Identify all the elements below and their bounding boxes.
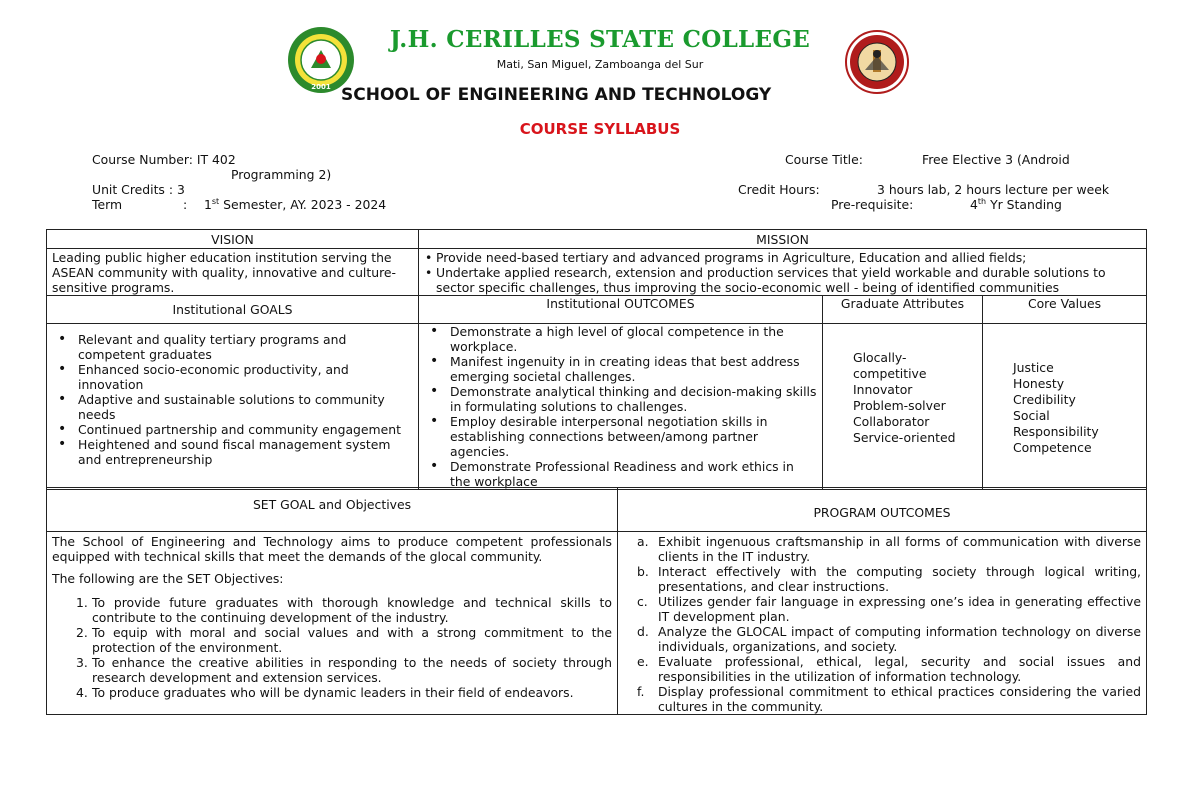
objective-text: To provide future graduates with thorough knowledge and technical skills to contribute to the continuing development of the industry. (92, 595, 612, 625)
core-value-item: Honesty (1013, 376, 1065, 391)
outcome-text: Display professional commitment to ethical practices considering the varied cultures in the community. (658, 684, 1141, 714)
prerequisite-label: Pre-requisite: (831, 197, 914, 212)
program-outcome-item (623, 564, 1141, 594)
set-objective-item (52, 655, 612, 685)
credit-hours-value: 3 hours lab, 2 hours lecture per week (877, 182, 1110, 197)
unit-credits-value: 3 (176, 182, 185, 197)
outcome-text: Analyze the GLOCAL impact of computing information technology on diverse individuals, organizations, and society. (658, 624, 1141, 654)
mission-item: • Provide need-based tertiary and advanced programs in Agriculture, Education and allied fields; (424, 250, 1141, 265)
program-outcomes-header: PROGRAM OUTCOMES (618, 488, 1147, 532)
core-value-item: Responsibility (1013, 424, 1099, 439)
goal-item: • Heightened and sound fiscal management system and entrepreneurship (52, 437, 413, 467)
course-number-row (92, 152, 236, 167)
program-outcome-item (623, 624, 1141, 654)
outcome-letter: c. (637, 594, 648, 609)
outcome-text: Evaluate professional, ethical, legal, security and social issues and responsibilities in the utilization of information technology. (658, 654, 1141, 684)
core-value-item: Credibility (1013, 392, 1076, 407)
outcome-text: Utilizes gender fair language in expressing one’s idea in generating effective IT development plan. (658, 594, 1141, 624)
objective-number: 4. (76, 685, 88, 700)
outcome-text: Exhibit ingenuous craftsmanship in all forms of communication with diverse clients in the IT industry. (658, 534, 1141, 564)
vision-text: Leading public higher education institution serving the ASEAN community with quality, innovative and culture-sensitive programs. (47, 249, 419, 296)
unit-credits-row (92, 182, 185, 197)
attribute-item: Collaborator (853, 414, 930, 429)
outcome-item: • Employ desirable interpersonal negotiation skills in establishing connections between/among partner agencies. (424, 414, 817, 459)
set-objectives-table (46, 487, 1147, 715)
syllabus-title: COURSE SYLLABUS (519, 120, 681, 138)
credit-hours-label: Credit Hours: (738, 182, 820, 197)
program-outcome-item (623, 684, 1141, 714)
set-objectives-list (52, 595, 612, 700)
graduate-attributes-header: Graduate Attributes (823, 296, 983, 324)
course-title-label: Course Title: (785, 152, 863, 167)
outcome-item: • Manifest ingenuity in in creating ideas that best address emerging societal challenges. (424, 354, 817, 384)
course-title-value: Free Elective 3 (Android (922, 152, 1070, 167)
outcome-item: • Demonstrate a high level of glocal competence in the workplace. (424, 324, 817, 354)
term-suffix: st (211, 197, 220, 206)
term-colon: : (183, 197, 188, 212)
attribute-item: Problem-solver (853, 398, 946, 413)
prereq-rest: Yr Standing (990, 197, 1062, 213)
attribute-item: Glocally- (853, 350, 907, 365)
mission-header: MISSION (419, 230, 1147, 249)
core-value-item: Competence (1013, 440, 1092, 455)
program-outcome-item (623, 534, 1141, 564)
set-objectives-cell (47, 532, 618, 715)
goals-cell (47, 324, 419, 490)
mission-item: • Undertake applied research, extension and production services that yield workable and durable solutions to sector specific challenges, thus improving the socio-economic well - being of identified communities (424, 265, 1141, 295)
attribute-item: Innovator (853, 382, 913, 397)
outcome-letter: e. (637, 654, 649, 669)
outcome-letter: a. (637, 534, 649, 549)
program-outcomes-list (623, 534, 1141, 714)
prereq-number: 4 (970, 197, 978, 213)
goal-item: • Enhanced socio-economic productivity, and innovation (52, 362, 413, 392)
program-outcomes-cell (618, 532, 1147, 715)
set-objective-item (52, 625, 612, 655)
program-outcome-item (623, 654, 1141, 684)
prereq-suffix: th (977, 197, 987, 206)
school-name: SCHOOL OF ENGINEERING AND TECHNOLOGY (341, 85, 772, 105)
outcome-text: Interact effectively with the computing society through logical writing, presentations, and clear instructions. (658, 564, 1141, 594)
set-objectives-intro: The following are the SET Objectives: (52, 571, 284, 586)
term-label: Term (92, 197, 123, 212)
goal-item: • Adaptive and sustainable solutions to community needs (52, 392, 413, 422)
set-objective-item (52, 595, 612, 625)
objective-number: 2. (76, 625, 88, 640)
attribute-item: Service-oriented (853, 430, 956, 445)
attributes-cell (823, 324, 983, 490)
core-value-item: Justice (1013, 360, 1054, 375)
vision-header: VISION (47, 230, 419, 249)
college-name: J.H. CERILLES STATE COLLEGE (389, 26, 811, 53)
set-goal-header: SET GOAL and Objectives (47, 488, 618, 532)
core-values-cell (983, 324, 1147, 490)
institutional-goals-header: Institutional GOALS (47, 296, 419, 324)
core-value-item: Social (1013, 408, 1050, 423)
term-rest: Semester, AY. 2023 - 2024 (223, 197, 387, 213)
unit-credits-label: Unit Credits : (92, 182, 173, 197)
left-seal-year: 2001 (311, 83, 331, 91)
outcomes-cell (419, 324, 823, 490)
set-intro: The School of Engineering and Technology aims to produce competent professionals equipped with technical skills that meet the demands of the glocal community. (52, 534, 612, 564)
mission-cell (419, 249, 1147, 296)
outcome-letter: d. (637, 624, 649, 639)
objective-text: To produce graduates who will be dynamic leaders in their field of endeavors. (92, 685, 574, 700)
program-outcome-item (623, 594, 1141, 624)
institutional-outcomes-header: Institutional OUTCOMES (419, 296, 823, 324)
core-values-header: Core Values (983, 296, 1147, 324)
course-number-label: Course Number: (92, 152, 193, 167)
vision-mission-table (46, 229, 1147, 490)
outcome-item: • Demonstrate Professional Readiness and work ethics in the workplace (424, 459, 817, 489)
college-address: Mati, San Miguel, Zamboanga del Sur (496, 58, 704, 71)
term-value (204, 197, 386, 212)
objective-number: 3. (76, 655, 88, 670)
objective-text: To equip with moral and social values and with a strong commitment to the protection of the environment. (92, 625, 612, 655)
objective-text: To enhance the creative abilities in responding to the needs of society through research development and extension services. (92, 655, 612, 685)
course-title-value-cont: Programming 2) (231, 167, 332, 182)
outcome-item: • Demonstrate analytical thinking and decision-making skills in formulating solutions to challenges. (424, 384, 817, 414)
term-number: 1 (204, 197, 212, 213)
outcome-letter: f. (637, 684, 645, 699)
goal-item: • Continued partnership and community engagement (52, 422, 413, 437)
prerequisite-value (970, 197, 1062, 212)
attribute-item: competitive (853, 366, 927, 381)
set-objective-item (52, 685, 612, 700)
course-number-value: IT 402 (196, 152, 236, 167)
goal-item: • Relevant and quality tertiary programs and competent graduates (52, 332, 413, 362)
objective-number: 1. (76, 595, 88, 610)
outcome-letter: b. (637, 564, 649, 579)
